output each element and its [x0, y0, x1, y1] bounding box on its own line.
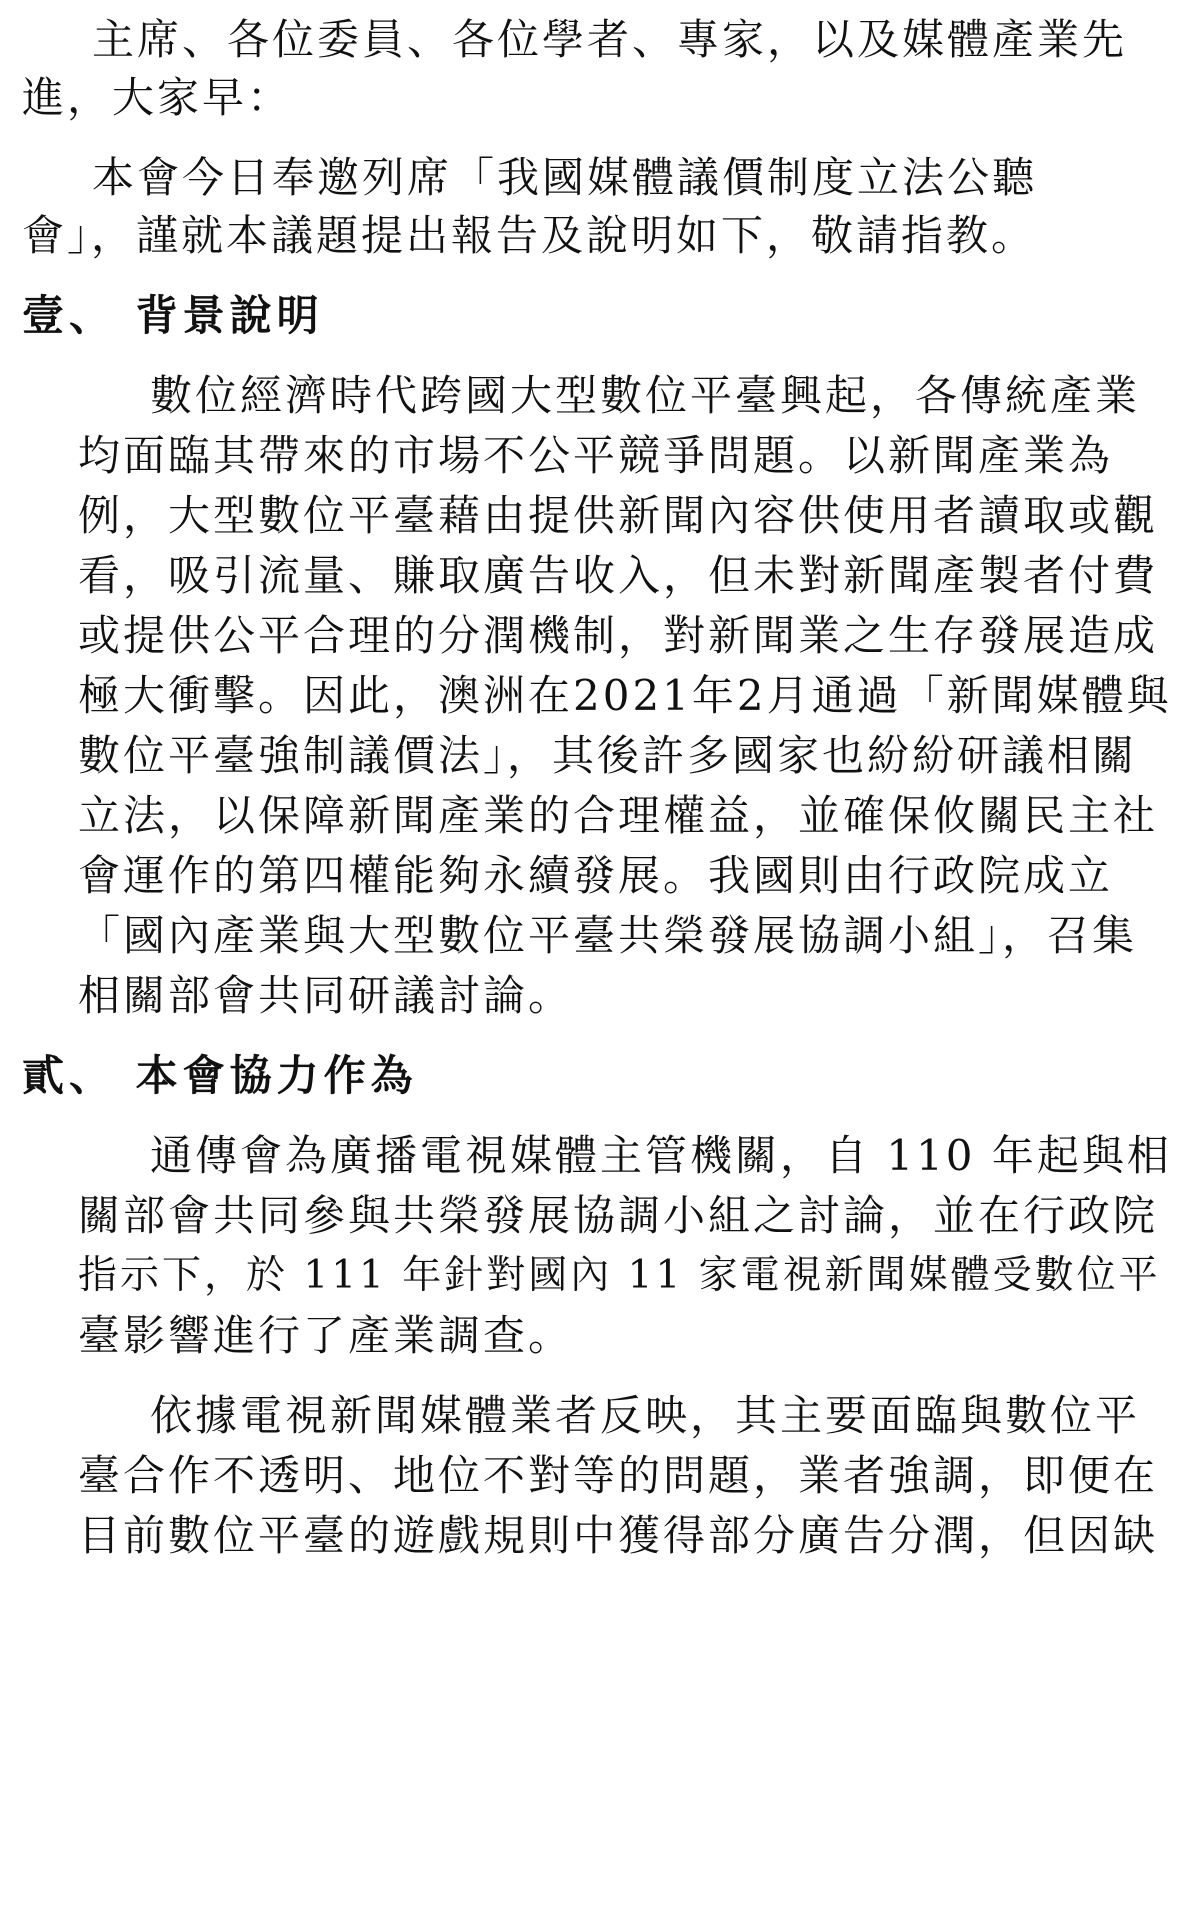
section-2-para-2-line: 臺合作不透明、地位不對等的問題，業者強調，即便在: [78, 1451, 1159, 1500]
section-1-line: 或提供公平合理的分潤機制，對新聞業之生存發展造成: [78, 611, 1159, 660]
section-2-para-1-line: 通傳會為廣播電視媒體主管機關，自 110 年起與相: [150, 1131, 1172, 1180]
section-1-heading: 壹、 背景說明: [22, 291, 324, 340]
section-1-line: 例，大型數位平臺藉由提供新聞內容供使用者讀取或觀: [78, 491, 1159, 540]
section-2-para-1-line: 臺影響進行了產業調查。: [78, 1311, 574, 1360]
section-1-line: 數位經濟時代跨國大型數位平臺興起，各傳統產業: [150, 371, 1141, 420]
section-1-line: 會運作的第四權能夠永續發展。我國則由行政院成立: [78, 851, 1114, 900]
section-2-para-1-line: 指示下，於 111 年針對國內 11 家電視新聞媒體受數位平: [78, 1253, 1161, 1298]
section-1-line: 均面臨其帶來的市場不公平競爭問題。以新聞產業為: [78, 431, 1114, 480]
section-2-para-2-line: 目前數位平臺的遊戲規則中獲得部分廣告分潤，但因缺: [78, 1511, 1159, 1560]
section-1-line: 「國內產業與大型數位平臺共榮發展協調小組」，召集: [78, 911, 1138, 960]
greeting-line-2: 進，大家早：: [22, 73, 293, 122]
intro-line-1: 本會今日奉邀列席「我國媒體議價制度立法公聽: [92, 153, 1038, 202]
section-1-line: 看，吸引流量、賺取廣告收入，但未對新聞產製者付費: [78, 551, 1159, 600]
section-1-line: 數位平臺強制議價法」，其後許多國家也紛紛研議相關: [78, 731, 1138, 780]
section-1-line: 相關部會共同研議討論。: [78, 971, 574, 1020]
section-1-line: 極大衝擊。因此，澳洲在2021年2月通過「新聞媒體與: [78, 671, 1172, 720]
intro-line-2: 會」，謹就本議題提出報告及說明如下，敬請指教。: [22, 211, 1037, 260]
section-2-para-2-line: 依據電視新聞媒體業者反映，其主要面臨與數位平: [150, 1391, 1141, 1440]
section-2-para-1-line: 關部會共同參與共榮發展協調小組之討論，並在行政院: [78, 1191, 1159, 1240]
section-1-line: 立法，以保障新聞產業的合理權益，並確保攸關民主社: [78, 791, 1159, 840]
greeting-line-1: 主席、各位委員、各位學者、專家，以及媒體產業先: [92, 15, 1128, 64]
section-2-heading: 貳、 本會協力作為: [22, 1051, 418, 1100]
